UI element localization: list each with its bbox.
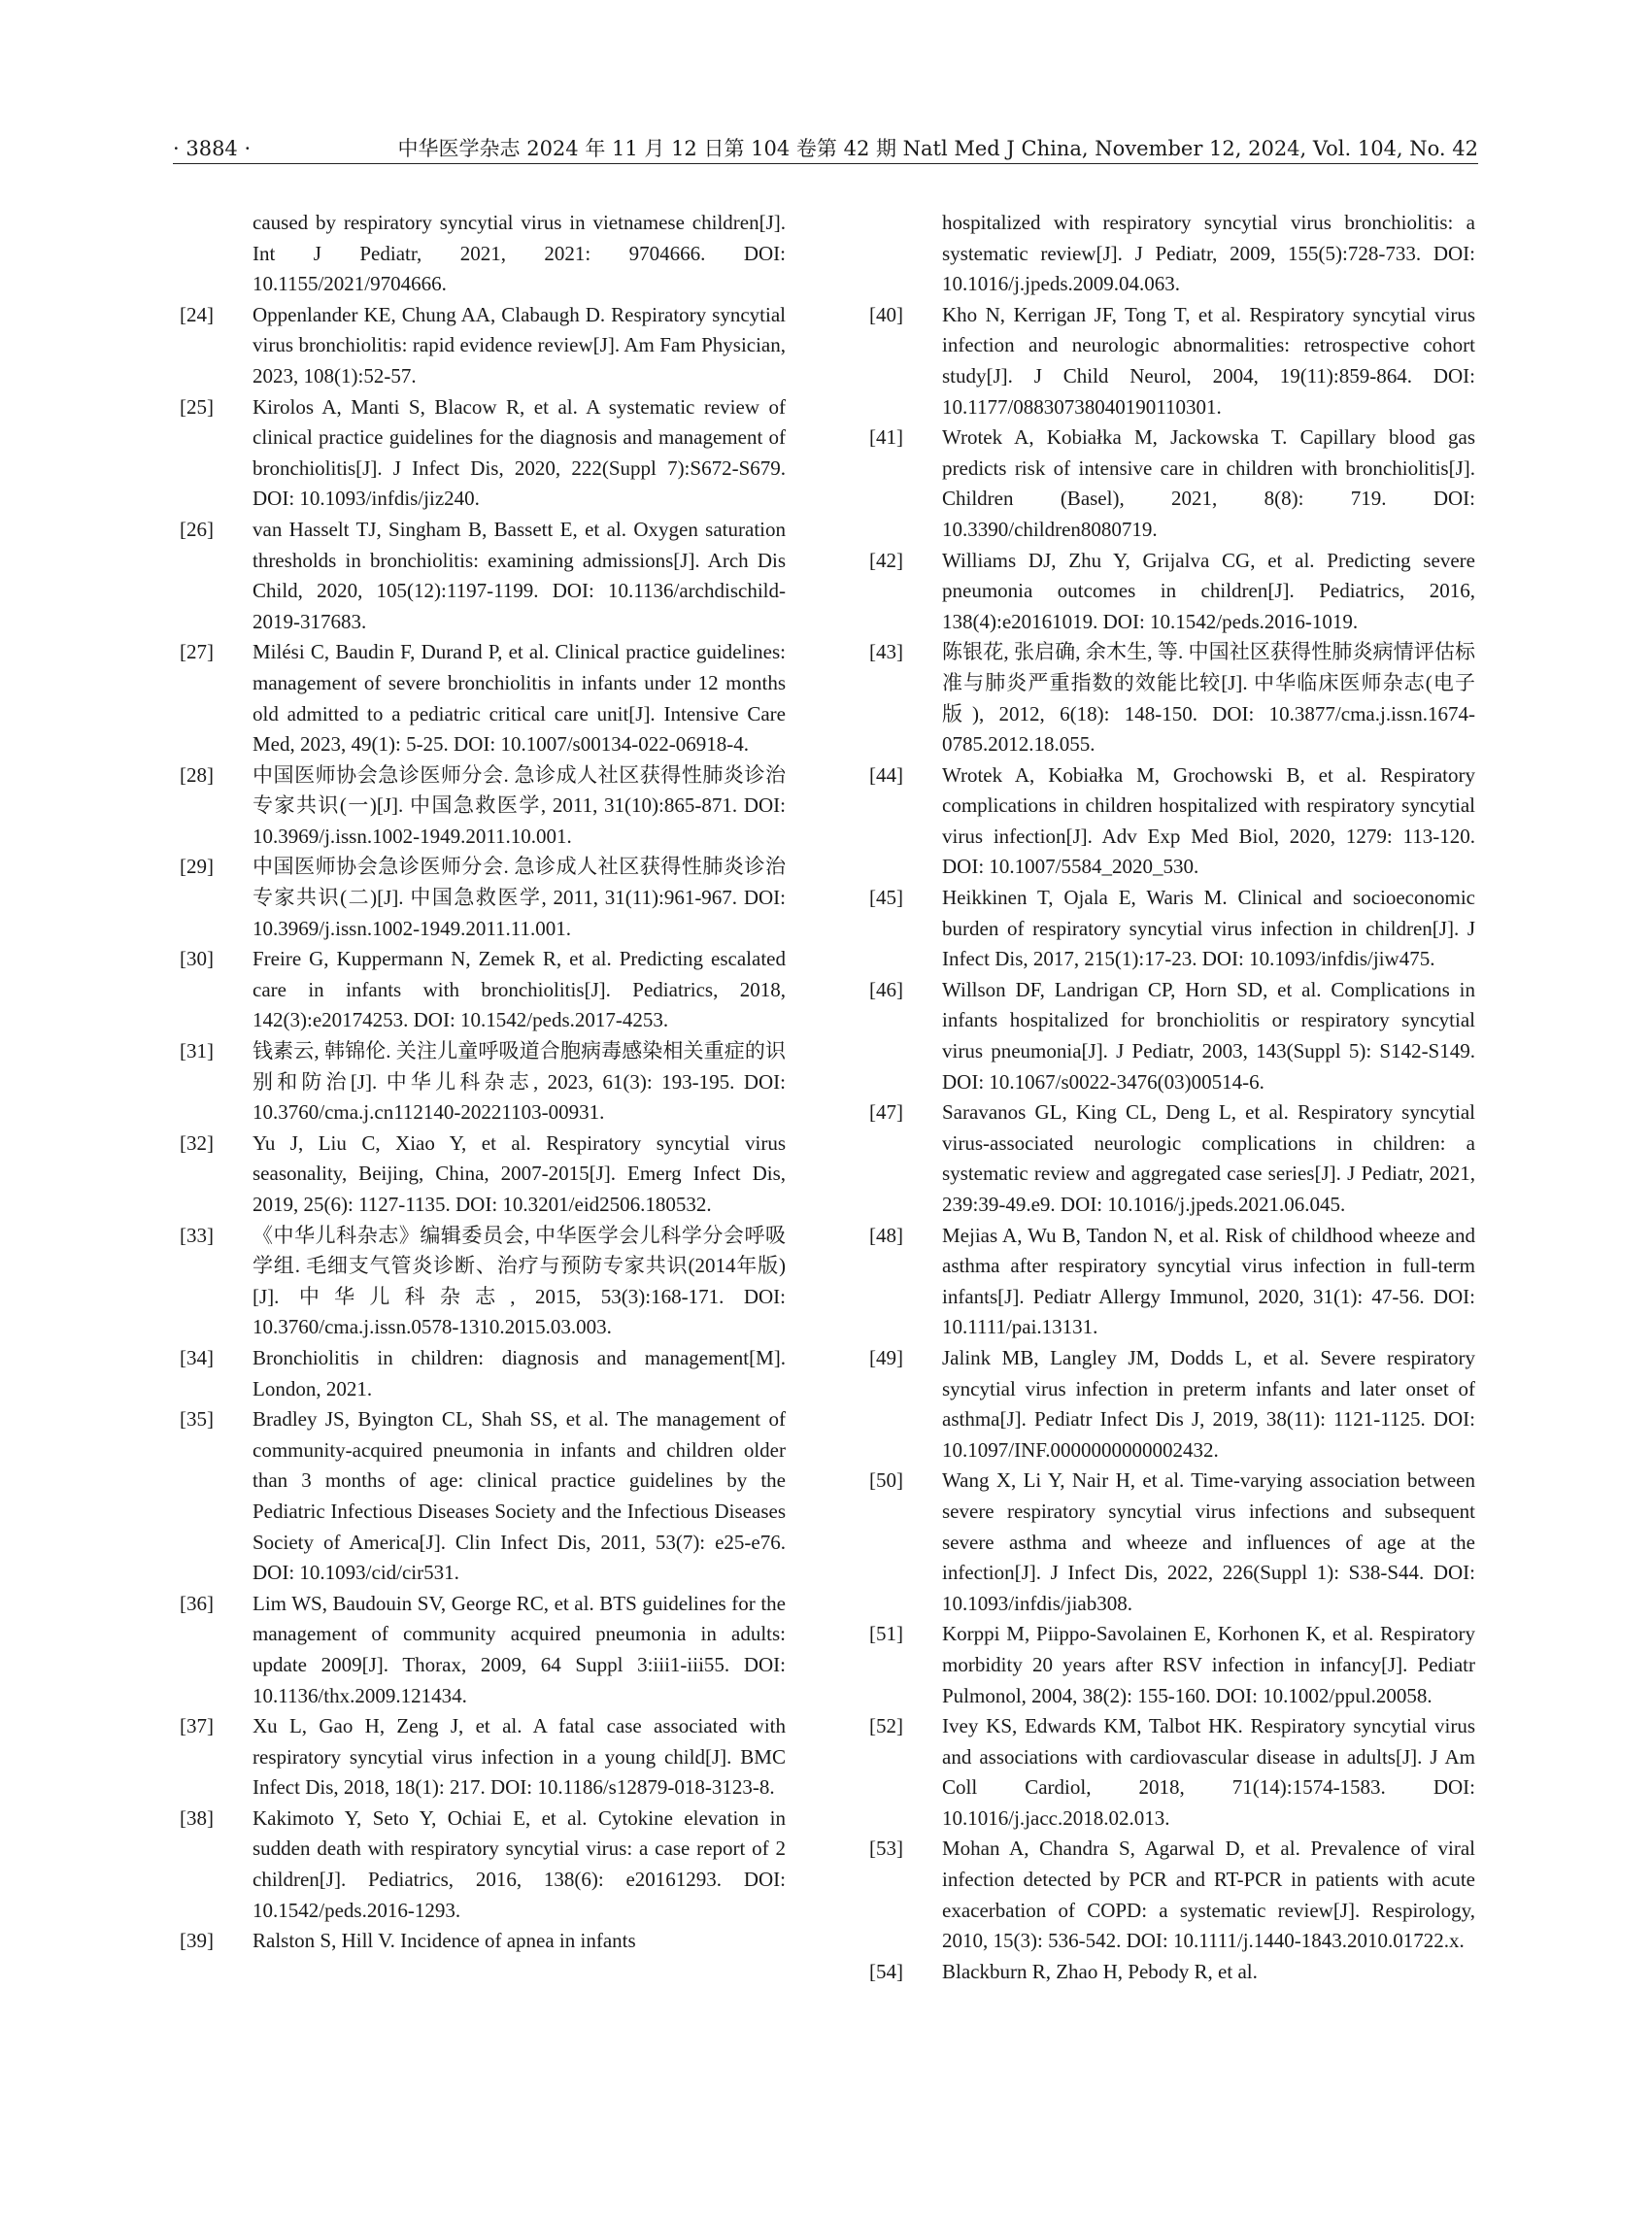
reference-number: [48] [869,1223,903,1247]
reference-text: Freire G, Kuppermann N, Zemek R, et al. Predicting escalated care in infants with bronchiolitis[J]. Pediatrics, 2018, 142(3):e20174253. DOI: 10.1542/peds.2017-4253. [253,947,786,1032]
reference-number: [44] [869,762,903,787]
reference-number: [40] [869,302,903,326]
reference-number: [24] [180,302,214,326]
reference-entry [869,1834,1475,1956]
reference-number: [25] [180,394,214,419]
reference-number: [26] [180,517,214,541]
reference-number: [54] [869,1959,903,1983]
reference-entry [180,1804,786,1926]
reference-text: Kirolos A, Manti S, Blacow R, et al. A systematic review of clinical practice guidelines for the diagnosis and management of bronchiolitis[J]. J Infect Dis, 2020, 222(Suppl 7):S672-S679. DOI: 10.1093/infdis/jiz240. [253,394,786,511]
reference-entry [180,1926,786,1957]
reference-entry [869,1711,1475,1834]
reference-text: Blackburn R, Zhao H, Pebody R, et al. [942,1959,1258,1983]
reference-text: Mohan A, Chandra S, Agarwal D, et al. Prevalence of viral infection detected by PCR and RT-PCR in patients with acute exacerbation of COPD: a systematic review[J]. Respirology, 2010, 15(3): 536-542. DOI: 10.1111/j.1440-1843.2010.01722.x. [942,1837,1475,1953]
reference-text: Kho N, Kerrigan JF, Tong T, et al. Respiratory syncytial virus infection and neurologic abnormalities: retrospective cohort study[J]. J Child Neurol, 2004, 19(11):859-864. DOI: 10.1177/08830738040190110301. [942,302,1475,419]
reference-text: Kakimoto Y, Seto Y, Ochiai E, et al. Cytokine elevation in sudden death with respiratory syncytial virus: a case report of 2 children[J]. Pediatrics, 2016, 138(6): e20161293. DOI: 10.1542/peds.2016-1293. [253,1805,786,1922]
reference-number: [29] [180,855,214,879]
reference-entry [180,944,786,1036]
reference-entry [869,546,1475,638]
reference-number: [32] [180,1130,214,1155]
reference-text: Milési C, Baudin F, Durand P, et al. Clinical practice guidelines: management of severe bronchiolitis in infants under 12 months old admitted to a pediatric critical care unit[J]. Intensive Care Med, 2023, 49(1): 5-25. DOI: 10.1007/s00134-022-06918-4. [253,640,786,757]
reference-entry [180,1589,786,1711]
reference-entry [869,208,1475,300]
reference-number: [47] [869,1100,903,1125]
reference-number: [50] [869,1468,903,1493]
reference-entry [869,760,1475,883]
reference-number: [41] [869,425,903,450]
reference-text: Wang X, Li Y, Nair H, et al. Time-varying association between severe respiratory syncytial virus infections and subsequent severe asthma and wheeze and influences of age at the infection[J]. J Infect Dis, 2022, 226(Suppl 1): S38-S44. DOI: 10.1093/infdis/jiab308. [942,1468,1475,1615]
reference-number: [34] [180,1345,214,1369]
reference-entry [180,392,786,515]
reference-text: Bronchiolitis in children: diagnosis and management[M]. London, 2021. [253,1345,786,1400]
reference-text: Williams DJ, Zhu Y, Grijalva CG, et al. Predicting severe pneumonia outcomes in children[J]. Pediatrics, 2016, 138(4):e20161019. DOI: 10.1542/peds.2016-1019. [942,548,1475,633]
reference-number: [36] [180,1591,214,1615]
reference-number: [37] [180,1714,214,1738]
reference-number: [45] [869,886,903,910]
reference-text: Ralston S, Hill V. Incidence of apnea in infants [253,1929,636,1953]
reference-text: Wrotek A, Kobiałka M, Grochowski B, et al. Respiratory complications in children hospitalized with respiratory syncytial virus infection[J]. Adv Exp Med Biol, 2020, 1279: 113-120. DOI: 10.1007/5584_2020_530. [942,762,1475,879]
reference-text: 陈银花, 张启确, 余木生, 等. 中国社区获得性肺炎病情评估标准与肺炎严重指数的效能比较[J]. 中华临床医师杂志(电子版), 2012, 6(18): 148-150. DOI: 10.3877/cma.j.issn.1674-0785.2012.18.055. [942,640,1475,757]
reference-entry [869,1097,1475,1220]
reference-number: [53] [869,1837,903,1861]
reference-entry [180,637,786,759]
reference-entry [180,760,786,853]
reference-entry [869,1343,1475,1466]
reference-entry [869,300,1475,422]
reference-number: [49] [869,1345,903,1369]
reference-text: Saravanos GL, King CL, Deng L, et al. Respiratory syncytial virus-associated neurologic complications in children: a systematic review and aggregated case series[J]. J Pediatr, 2021, 239:39-49.e9. DOI: 10.1016/j.jpeds.2021.06.045. [942,1100,1475,1216]
reference-text: van Hasselt TJ, Singham B, Bassett E, et al. Oxygen saturation thresholds in bronchiolitis: examining admissions[J]. Arch Dis Child, 2020, 105(12):1197-1199. DOI: 10.1136/archdischild-2019-317683. [253,517,786,633]
running-header [173,134,1478,163]
reference-text: Wrotek A, Kobiałka M, Jackowska T. Capillary blood gas predicts risk of intensive care in children with bronchiolitis[J]. Children (Basel), 2021, 8(8): 719. DOI: 10.3390/children8080719. [942,425,1475,541]
reference-number: [35] [180,1407,214,1432]
reference-text: Bradley JS, Byington CL, Shah SS, et al. The management of community-acquired pneumonia in infants and children older than 3 months of age: clinical practice guidelines by the Pediatric Infectious Diseases Society and the Infectious Diseases Society of America[J]. Clin Infect Dis, 2011, 53(7): e25-e76. DOI: 10.1093/cid/cir531. [253,1407,786,1585]
reference-number: [39] [180,1929,214,1953]
page-number: · 3884 · [173,137,252,160]
reference-column-left [180,208,786,1957]
reference-number: [33] [180,1223,214,1247]
reference-text: Yu J, Liu C, Xiao Y, et al. Respiratory syncytial virus seasonality, Beijing, China, 2007-2015[J]. Emerg Infect Dis, 2019, 25(6): 1127-1135. DOI: 10.3201/eid2506.180532. [253,1130,786,1216]
reference-number: [51] [869,1622,903,1646]
reference-text: Mejias A, Wu B, Tandon N, et al. Risk of childhood wheeze and asthma after respiratory syncytial virus infection in full-term infants[J]. Pediatr Allergy Immunol, 2020, 31(1): 47-56. DOI: 10.1111/pai.13131. [942,1223,1475,1339]
reference-entry [869,1619,1475,1711]
reference-text: 钱素云, 韩锦伦. 关注儿童呼吸道合胞病毒感染相关重症的识别和防治[J]. 中华儿科杂志, 2023, 61(3): 193-195. DOI: 10.3760/cma.j.cn112140-20221103-00931. [253,1039,786,1125]
reference-entry [180,1404,786,1589]
reference-entry [180,1343,786,1404]
reference-number: [27] [180,640,214,664]
reference-entry [180,852,786,944]
reference-entry [180,1711,786,1804]
reference-number: [30] [180,947,214,971]
journal-citation-header: 中华医学杂志 2024 年 11 月 12 日第 104 卷第 42 期 Natl Med J China, November 12, 2024, Vol. 104, No. 42 [397,137,1478,160]
reference-text: 中国医师协会急诊医师分会. 急诊成人社区获得性肺炎诊治专家共识(二)[J]. 中国急救医学, 2011, 31(11):961-967. DOI: 10.3969/j.issn.1002-1949.2011.11.001. [253,855,786,940]
header-divider [173,163,1478,164]
reference-text: caused by respiratory syncytial virus in vietnamese children[J]. Int J Pediatr, 2021, 2021: 9704666. DOI: 10.1155/2021/9704666. [253,211,786,296]
reference-text: 《中华儿科杂志》编辑委员会, 中华医学会儿科学分会呼吸学组. 毛细支气管炎诊断、治疗与预防专家共识(2014年版)[J]. 中华儿科杂志, 2015, 53(3):168-171. DOI: 10.3760/cma.j.issn.0578-1310.2015.03.003. [253,1223,786,1339]
reference-text: hospitalized with respiratory syncytial virus bronchiolitis: a systematic review[J]. J Pediatr, 2009, 155(5):728-733. DOI: 10.1016/j.jpeds.2009.04.063. [942,211,1475,296]
reference-text: Korppi M, Piippo-Savolainen E, Korhonen K, et al. Respiratory morbidity 20 years after RSV infection in infancy[J]. Pediatr Pulmonol, 2004, 38(2): 155-160. DOI: 10.1002/ppul.20058. [942,1622,1475,1707]
reference-entry [180,1036,786,1129]
reference-number: [43] [869,640,903,664]
reference-entry [180,1221,786,1343]
reference-text: Jalink MB, Langley JM, Dodds L, et al. Severe respiratory syncytial virus infection in preterm infants and later onset of asthma[J]. Pediatr Infect Dis J, 2019, 38(11): 1121-1125. DOI: 10.1097/INF.0000000000002432. [942,1345,1475,1462]
reference-entry [869,883,1475,975]
reference-text: Heikkinen T, Ojala E, Waris M. Clinical and socioeconomic burden of respiratory syncytial virus infection in children[J]. J Infect Dis, 2017, 215(1):17-23. DOI: 10.1093/infdis/jiw475. [942,886,1475,971]
reference-number: [52] [869,1714,903,1738]
reference-entry [869,422,1475,545]
reference-number: [31] [180,1039,214,1063]
reference-entry [869,1221,1475,1343]
reference-entry [869,1466,1475,1619]
reference-number: [38] [180,1805,214,1830]
reference-entry [180,208,786,300]
reference-text: Ivey KS, Edwards KM, Talbot HK. Respiratory syncytial virus and associations with cardiovascular disease in adults[J]. J Am Coll Cardiol, 2018, 71(14):1574-1583. DOI: 10.1016/j.jacc.2018.02.013. [942,1714,1475,1830]
reference-number: [46] [869,977,903,1001]
reference-entry [869,975,1475,1097]
reference-text: 中国医师协会急诊医师分会. 急诊成人社区获得性肺炎诊治专家共识(一)[J]. 中国急救医学, 2011, 31(10):865-871. DOI: 10.3969/j.issn.1002-1949.2011.10.001. [253,762,786,848]
reference-entry [180,515,786,637]
reference-number: [28] [180,762,214,787]
reference-entry [180,1129,786,1221]
reference-entry [869,637,1475,759]
reference-text: Lim WS, Baudouin SV, George RC, et al. BTS guidelines for the management of community acquired pneumonia in adults: update 2009[J]. Thorax, 2009, 64 Suppl 3:iii1-iii55. DOI: 10.1136/thx.2009.121434. [253,1591,786,1707]
reference-entry [869,1957,1475,1988]
reference-column-right [869,208,1475,1987]
reference-text: Xu L, Gao H, Zeng J, et al. A fatal case associated with respiratory syncytial virus infection in a young child[J]. BMC Infect Dis, 2018, 18(1): 217. DOI: 10.1186/s12879-018-3123-8. [253,1714,786,1800]
reference-number: [42] [869,548,903,572]
reference-entry [180,300,786,392]
reference-text: Oppenlander KE, Chung AA, Clabaugh D. Respiratory syncytial virus bronchiolitis: rapid evidence review[J]. Am Fam Physician, 2023, 108(1):52-57. [253,302,786,388]
reference-text: Willson DF, Landrigan CP, Horn SD, et al. Complications in infants hospitalized for bronchiolitis or respiratory syncytial virus pneumonia[J]. J Pediatr, 2003, 143(Suppl 5): S142-S149. DOI: 10.1067/s0022-3476(03)00514-6. [942,977,1475,1094]
